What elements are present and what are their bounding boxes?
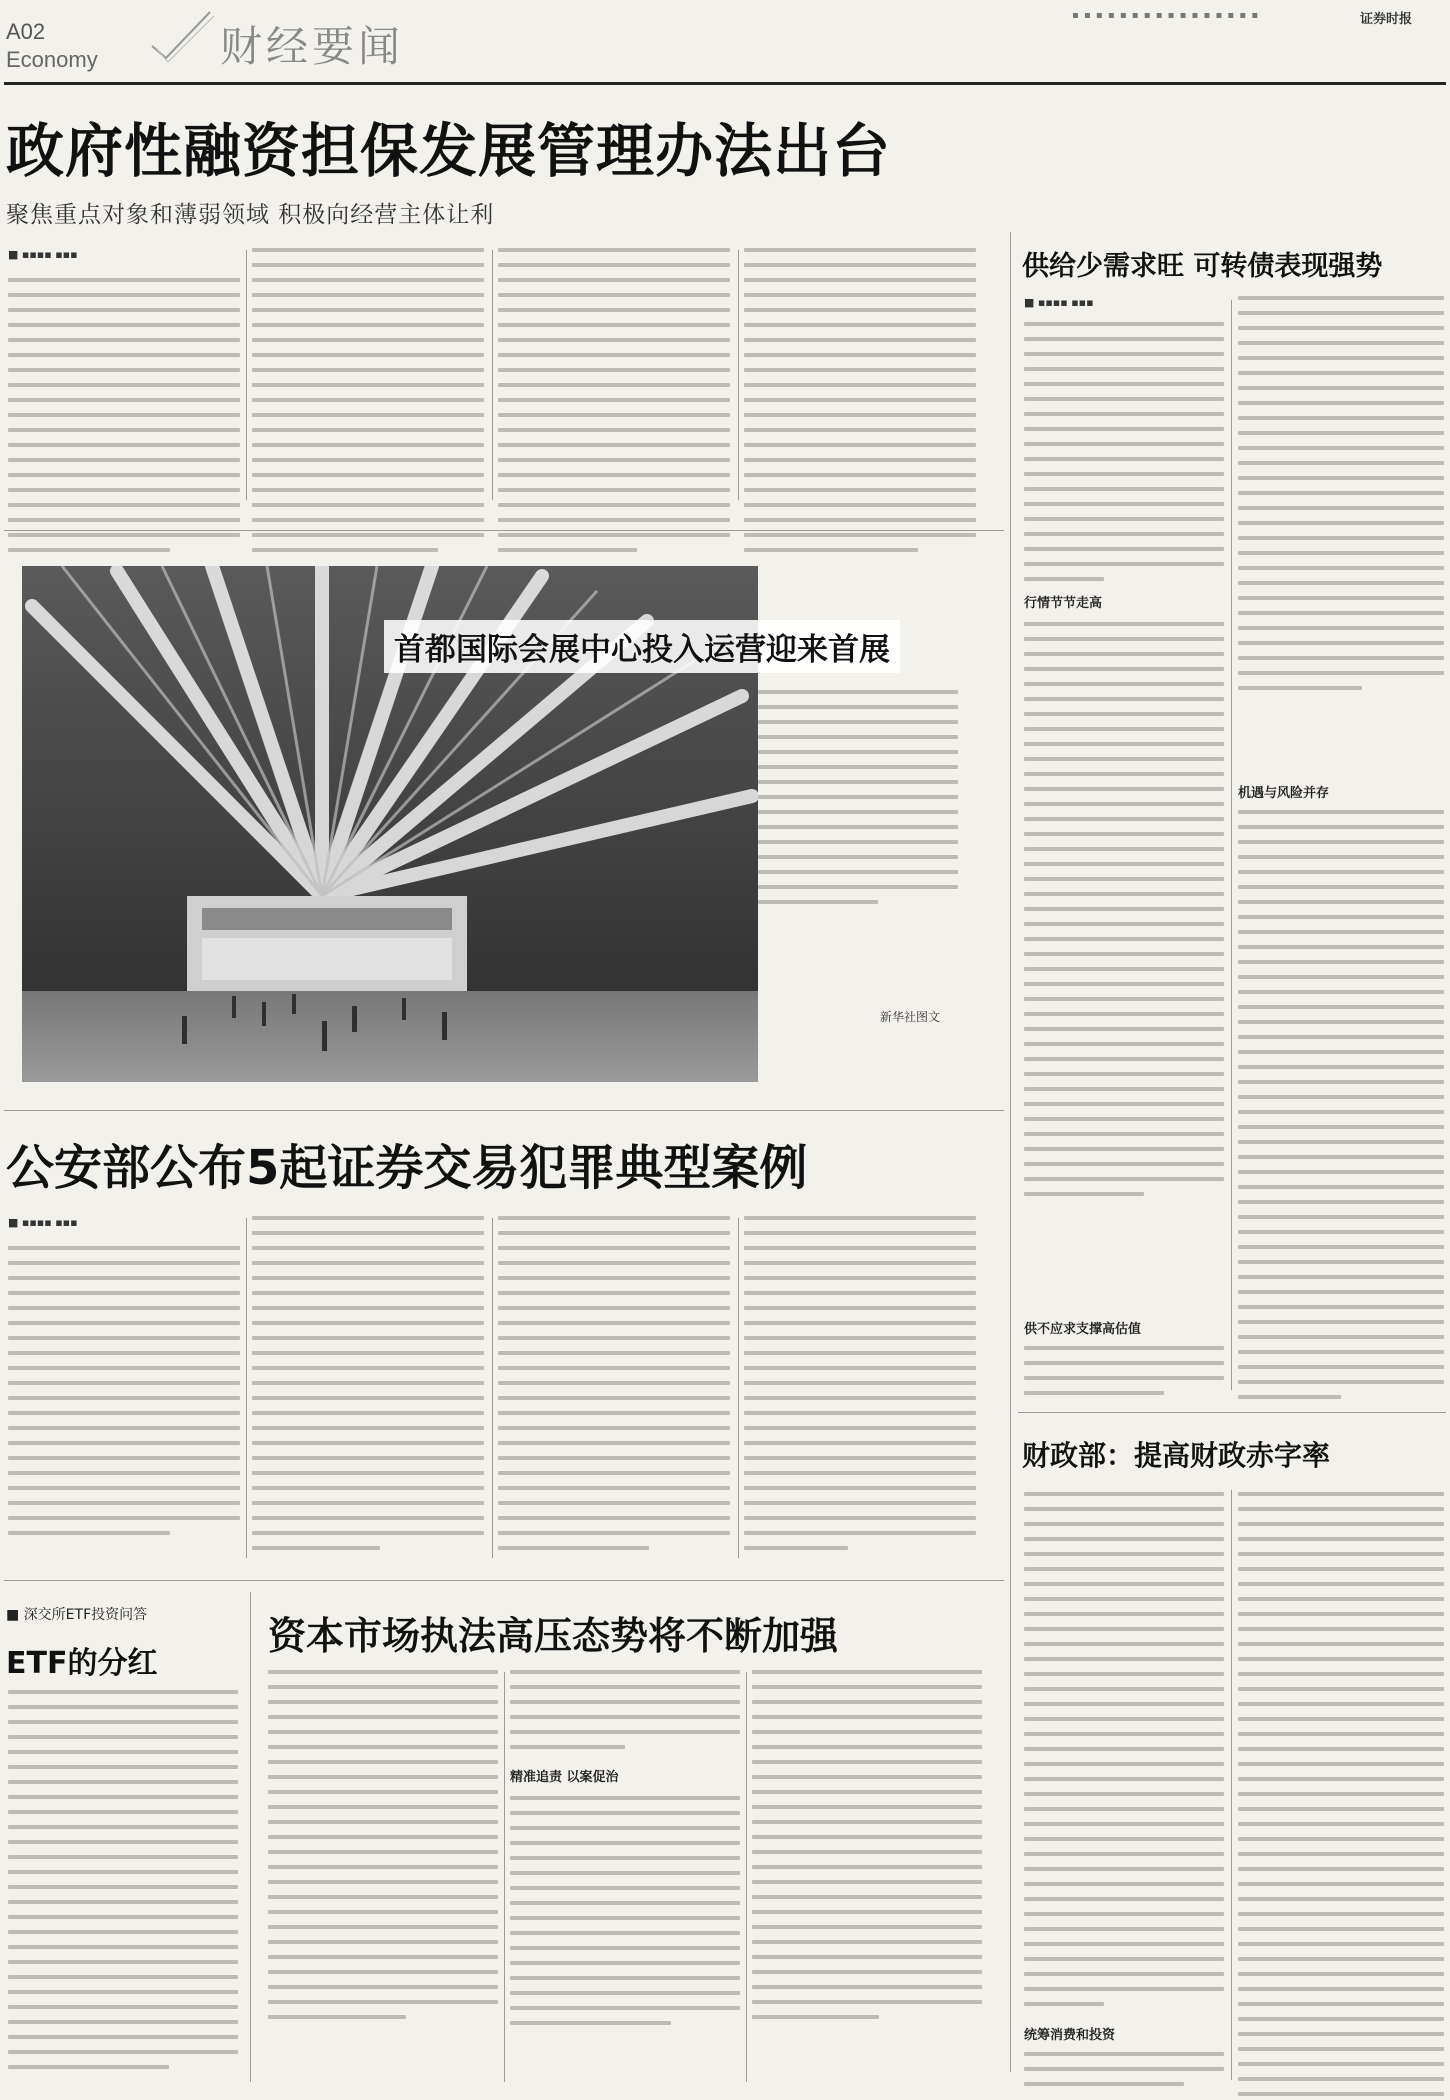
photo-credit: 新华社图文 [880, 1010, 941, 1024]
section-divider [4, 1580, 1004, 1581]
second-headline: 公安部公布5起证券交易犯罪典型案例 [6, 1140, 808, 1196]
right-top-column-2b [1238, 810, 1444, 1410]
photo-caption-title: 首都国际会展中心投入运营迎来首展 [384, 620, 900, 673]
main-byline: ■ ▪▪▪▪ ▪▪▪ [8, 248, 78, 261]
section-divider [4, 530, 1004, 531]
newspaper-brand: 证券时报 [1360, 12, 1413, 27]
column-divider [738, 250, 739, 500]
right-bottom-subheading: 统筹消费和投资 [1024, 2028, 1116, 2043]
right-top-subheading-3: 供不应求支撑高估值 [1024, 1322, 1142, 1337]
column-divider [738, 1218, 739, 1558]
section-divider [4, 1110, 1004, 1111]
column-divider [504, 1672, 505, 2082]
section-title: 财经要闻 [220, 22, 405, 71]
masthead-rule [4, 82, 1446, 85]
main-story-column-3 [498, 248, 730, 563]
column-divider [492, 1218, 493, 1558]
main-headline: 政府性融资担保发展管理办法出台 [6, 117, 892, 185]
etf-column-body [8, 1690, 238, 2080]
third-story-column-1 [268, 1670, 498, 2030]
third-headline: 资本市场执法高压态势将不断加强 [268, 1614, 839, 1658]
right-bottom-headline: 财政部：提高财政赤字率 [1022, 1439, 1331, 1472]
right-section-divider [1010, 232, 1011, 2072]
column-divider [250, 1592, 251, 2082]
right-top-byline: ■ ▪▪▪▪ ▪▪▪ [1024, 296, 1094, 309]
main-story-column-2 [252, 248, 484, 563]
photo-caption-text [758, 690, 958, 915]
main-story-column-1 [8, 278, 240, 563]
section-english-name: Economy [6, 47, 98, 72]
column-divider [1231, 300, 1232, 1390]
column-divider [246, 1218, 247, 1558]
etf-column-title: ETF的分红 [6, 1646, 158, 1681]
page-number: A02 [6, 19, 46, 44]
second-byline: ■ ▪▪▪▪ ▪▪▪ [8, 1216, 78, 1229]
column-divider [492, 250, 493, 500]
third-story-column-3 [752, 1670, 982, 2030]
right-top-column-2 [1238, 296, 1444, 701]
main-subheadline: 聚焦重点对象和薄弱领域 积极向经营主体让利 [6, 202, 495, 228]
column-divider [246, 250, 247, 500]
second-story-column-2 [252, 1216, 484, 1561]
second-story-column-4 [744, 1216, 976, 1561]
right-top-column-1b [1024, 622, 1224, 1207]
third-story-column-2b [510, 1796, 740, 2036]
etf-column-tag: ■ 深交所ETF投资问答 [6, 1607, 148, 1623]
third-story-subheading: 精准追责 以案促治 [510, 1770, 619, 1785]
right-top-subheading-1: 行情节节走高 [1024, 596, 1103, 611]
section-check-mark-icon [148, 6, 218, 66]
column-divider [1231, 1490, 1232, 2080]
third-story-column-2 [510, 1670, 740, 1760]
column-divider [746, 1672, 747, 2082]
second-story-column-3 [498, 1216, 730, 1561]
right-bottom-column-1 [1024, 1492, 1224, 2017]
right-top-column-1c [1024, 1346, 1224, 1406]
masthead-date-strip: ▪ ▪ ▪ ▪ ▪ ▪ ▪ ▪ ▪ ▪ ▪ ▪ ▪ ▪ ▪ ▪ [1072, 10, 1260, 21]
section-divider [1018, 1412, 1446, 1413]
right-top-headline: 供给少需求旺 可转债表现强势 [1022, 251, 1383, 282]
second-story-column-1 [8, 1246, 240, 1546]
right-top-column-1 [1024, 322, 1224, 592]
etf-column-tag-text: 深交所ETF投资问答 [23, 1607, 148, 1623]
right-bottom-column-2 [1238, 1492, 1444, 2100]
right-top-subheading-2: 机遇与风险并存 [1238, 786, 1330, 801]
main-story-column-4 [744, 248, 976, 563]
right-bottom-column-1b [1024, 2052, 1224, 2097]
